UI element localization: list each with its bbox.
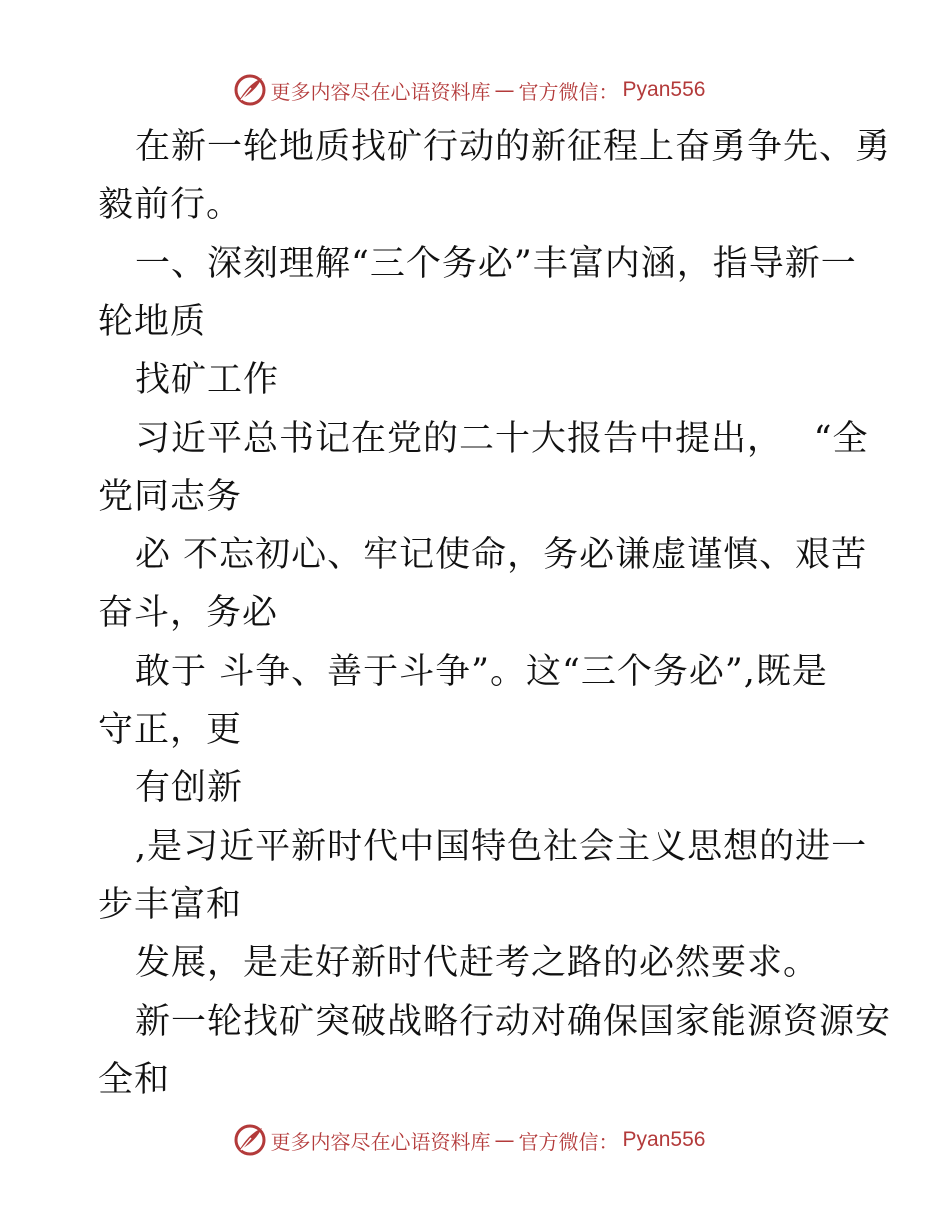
body-line-14: 步丰富和	[98, 885, 243, 925]
body-line-7: 党同志务	[98, 477, 243, 517]
quill-pen-circle-icon	[233, 73, 267, 107]
body-line-8: 必 不忘初心、牢记使命，务必谦虚谨慎、艰苦	[135, 535, 868, 575]
header-wechat-label: 官方微信：	[518, 79, 619, 104]
body-line-5: 找矿工作	[135, 360, 280, 400]
header-site-text: 更多内容尽在心语资料库	[270, 79, 491, 104]
footer-wechat-account: Pyan556	[622, 1128, 706, 1151]
header-separator: —	[494, 78, 515, 102]
body-line-10: 敢于 斗争、善于斗争”。这“三个务必”,既是	[135, 652, 828, 692]
footer-banner-content	[233, 1123, 706, 1157]
header-banner-content	[233, 73, 706, 107]
body-line-3: 一、深刻理解“三个务必”丰富内涵，指导新一	[135, 244, 857, 284]
body-line-4: 轮地质	[98, 302, 207, 342]
footer-separator: —	[494, 1128, 515, 1152]
body-line-6: 习近平总书记在党的二十大报告中提出， “全	[135, 419, 869, 459]
body-line-17: 全和	[98, 1060, 171, 1100]
footer-watermark-banner	[0, 1120, 950, 1160]
header-wechat-account: Pyan556	[622, 78, 706, 101]
header-watermark-banner	[0, 70, 950, 110]
body-line-2: 毅前行。	[98, 185, 243, 225]
body-line-13: ,是习近平新时代中国特色社会主义思想的进一	[135, 827, 868, 867]
body-line-11: 守正，更	[98, 710, 243, 750]
body-line-15: 发展，是走好新时代赶考之路的必然要求。	[135, 943, 820, 983]
quill-pen-circle-icon	[233, 1123, 267, 1157]
body-line-16: 新一轮找矿突破战略行动对确保国家能源资源安	[135, 1002, 892, 1042]
body-line-1: 在新一轮地质找矿行动的新征程上奋勇争先、勇	[135, 127, 892, 167]
body-line-12: 有创新	[135, 768, 244, 808]
footer-wechat-label: 官方微信：	[518, 1129, 619, 1154]
body-line-9: 奋斗，务必	[98, 593, 279, 633]
footer-site-text: 更多内容尽在心语资料库	[270, 1129, 491, 1154]
